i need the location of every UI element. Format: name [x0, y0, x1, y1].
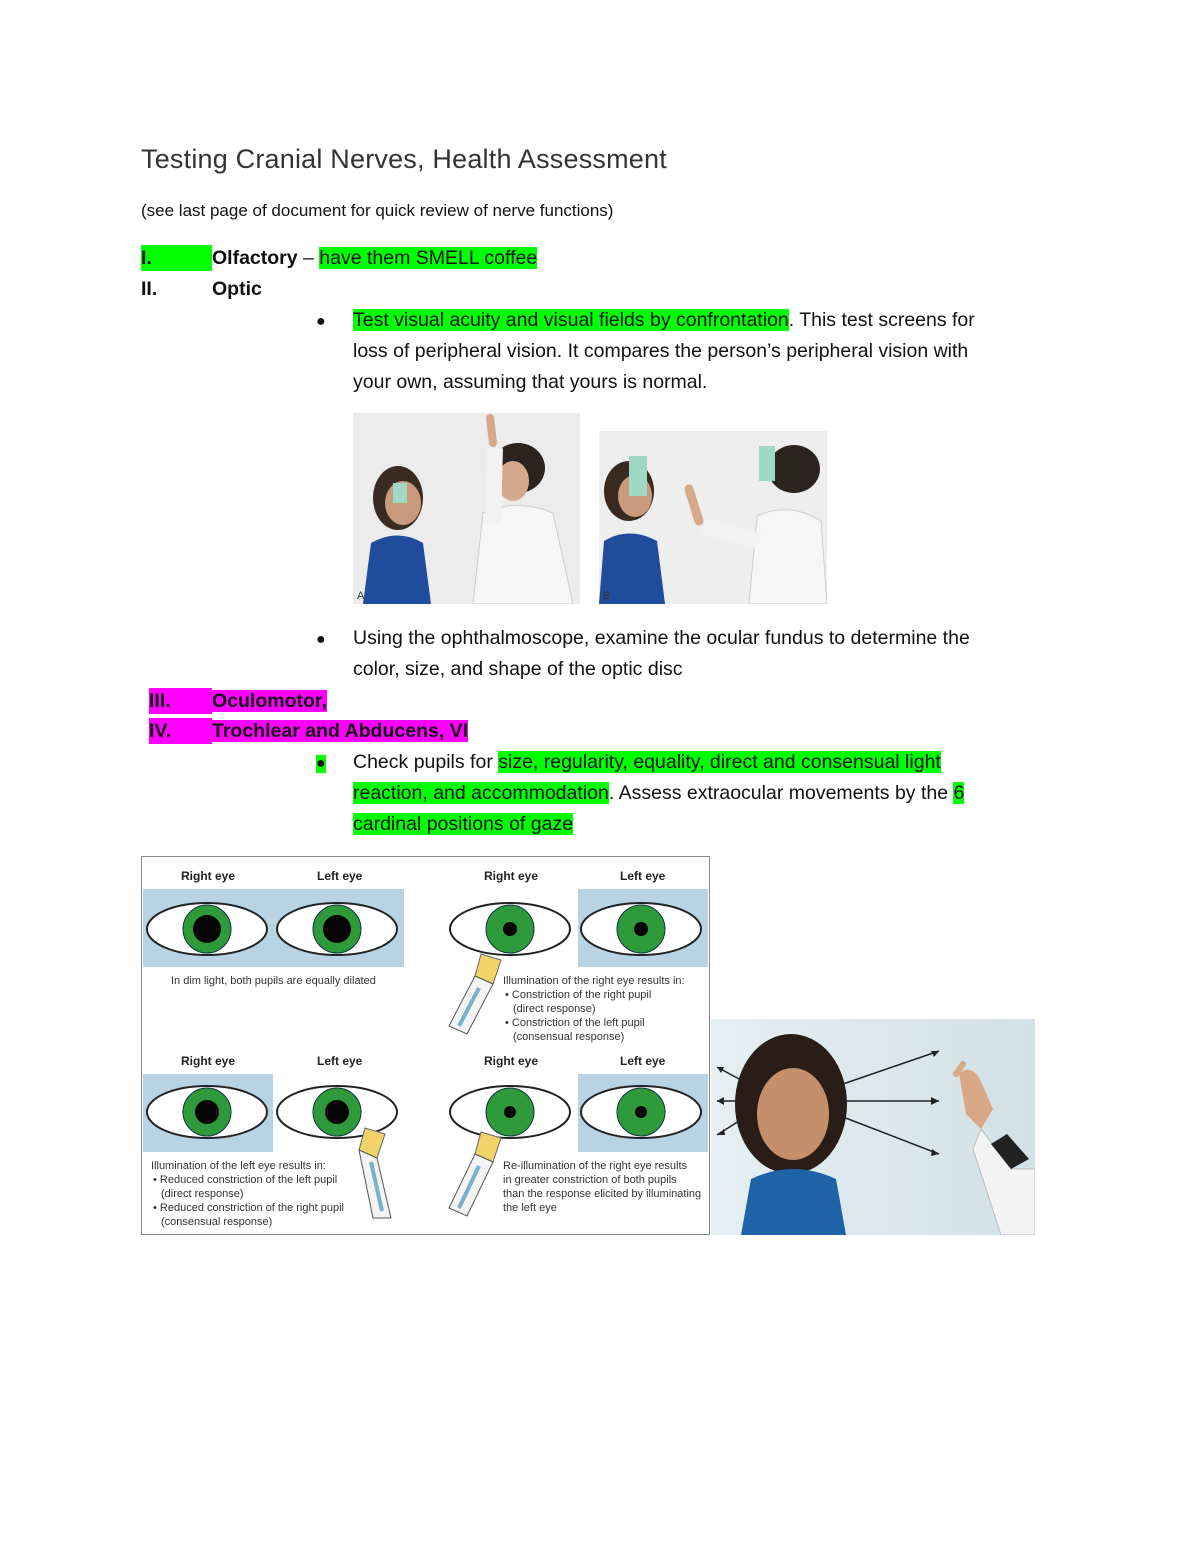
right-eye-label: Right eye: [484, 869, 539, 883]
photo-label: A: [357, 590, 365, 602]
eye-icon: [147, 1086, 267, 1138]
bullet-highlight: reaction, and accommodation: [353, 782, 609, 804]
nerve-optic: [141, 276, 262, 302]
bullet-icon: ●: [316, 631, 326, 648]
bullet-text: . This test screens for: [788, 309, 975, 331]
diagram-caption: Illumination of the right eye results in:: [503, 975, 685, 987]
diagram-caption: • Constriction of the right pupil: [505, 989, 652, 1001]
bullet-icon: ●: [316, 313, 326, 330]
diagram-caption: Re-illumination of the right eye results: [503, 1160, 688, 1172]
right-eye-label: Right eye: [484, 1054, 539, 1068]
bullet-highlight: Test visual acuity and visual fields by confrontation: [353, 309, 789, 331]
nerve-name: Trochlear and Abducens, VI: [212, 720, 469, 742]
nerve-olfactory: [141, 245, 537, 271]
bullet-text: Using the ophthalmoscope, examine the ocular fundus to determine the: [353, 627, 970, 649]
bullet-text: Check pupils for: [353, 751, 499, 773]
diagram-caption: than the response elicited by illuminating: [503, 1188, 702, 1200]
diagram-caption: in greater constriction of both pupils: [503, 1174, 677, 1186]
diagram-caption: • Constriction of the left pupil: [505, 1017, 645, 1029]
left-eye-label: Left eye: [317, 1054, 363, 1068]
diagram-caption: (direct response): [161, 1188, 244, 1200]
diagram-caption: (consensual response): [513, 1031, 625, 1043]
bullet-text: your own, assuming that yours is normal.: [353, 371, 708, 393]
left-eye-label: Left eye: [620, 1054, 666, 1068]
eye-icon: [450, 903, 570, 955]
nerve-numeral: II.: [141, 278, 158, 300]
pupil-response-diagram: [141, 856, 710, 1235]
eye-icon: [277, 1086, 397, 1138]
diagram-caption: • Reduced constriction of the left pupil: [153, 1174, 338, 1186]
eye-icon: [581, 1086, 701, 1138]
diagram-caption: Illumination of the left eye results in:: [151, 1160, 326, 1172]
nerve-numeral: IV.: [149, 718, 212, 744]
left-eye-label: Left eye: [620, 869, 666, 883]
eye-icon: [277, 903, 397, 955]
nerve-dash: –: [297, 247, 320, 269]
eye-icon: [581, 903, 701, 955]
left-eye-label: Left eye: [317, 869, 363, 883]
cardinal-gaze-photo: [711, 1019, 1035, 1235]
right-eye-label: Right eye: [181, 869, 236, 883]
oculo-bullet: [353, 747, 964, 840]
nerve-name: Optic: [212, 278, 262, 300]
nerve-trochlear-abducens: [149, 718, 468, 744]
page-title: Testing Cranial Nerves, Health Assessment: [141, 144, 667, 174]
eye-icon: [450, 1086, 570, 1138]
bullet-text: loss of peripheral vision. It compares the person’s peripheral vision with: [353, 340, 969, 362]
photo-label: B: [603, 590, 611, 602]
bullet-highlight: cardinal positions of gaze: [353, 813, 574, 835]
optic-bullet-2: [353, 623, 970, 685]
optic-bullet-1: [353, 305, 975, 398]
bullet-highlight: size, regularity, equality, direct and consensual light: [498, 751, 941, 773]
diagram-caption: the left eye: [503, 1202, 557, 1214]
nerve-highlight: have them SMELL coffee: [319, 247, 538, 269]
nerve-oculomotor: [149, 688, 327, 714]
nerve-name: Olfactory: [212, 247, 298, 269]
right-eye-label: Right eye: [181, 1054, 236, 1068]
bullet-icon: ●: [316, 755, 326, 772]
bullet-text: . Assess extraocular movements by the: [608, 782, 954, 804]
diagram-caption: In dim light, both pupils are equally dilated: [171, 975, 376, 987]
bullet-text: color, size, and shape of the optic disc: [353, 658, 683, 680]
diagram-caption: (consensual response): [161, 1216, 273, 1228]
diagram-caption: • Reduced constriction of the right pupil: [153, 1202, 344, 1214]
nerve-numeral: III.: [149, 688, 212, 714]
eye-icon: [147, 903, 267, 955]
nerve-numeral: I.: [141, 245, 212, 271]
page-subtitle: (see last page of document for quick review of nerve functions): [141, 201, 614, 220]
confrontation-photo-b: [599, 431, 827, 604]
diagram-caption: (direct response): [513, 1003, 596, 1015]
nerve-name: Oculomotor,: [212, 690, 327, 712]
confrontation-photo-a: [353, 413, 580, 604]
bullet-highlight: 6: [953, 782, 965, 804]
